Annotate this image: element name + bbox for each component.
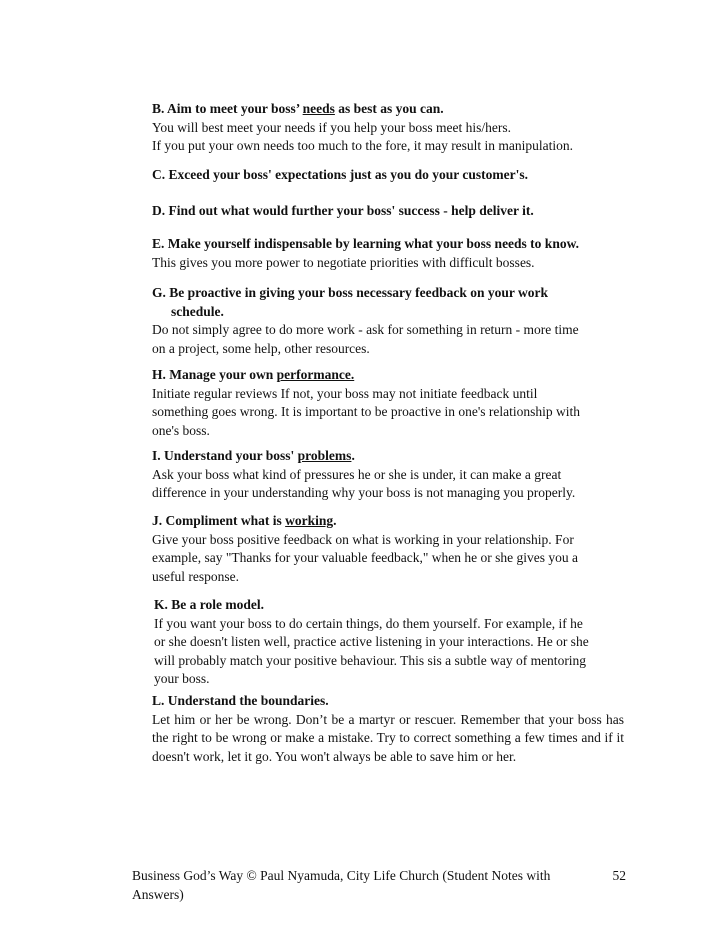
body-line: difference in your understanding why your boss is not managing you properly.	[152, 485, 576, 501]
body-line: one's boss.	[152, 422, 210, 438]
heading-text: I. Understand your boss'	[152, 448, 298, 463]
heading-text: J. Compliment what is	[152, 513, 286, 528]
heading-underlined-text: working	[285, 513, 334, 528]
body-line: Give your boss positive feedback on what is working in your relationship. For	[152, 531, 574, 547]
heading-text: H. Manage your own	[152, 367, 277, 382]
section-d	[152, 202, 622, 221]
body-line: example, say "Thanks for your valuable feedback," when he or she gives you a	[152, 550, 579, 566]
heading-text-end: as best as you can.	[334, 101, 444, 116]
section-l-heading: L. Understand the boundaries.	[152, 693, 329, 708]
section-h	[152, 366, 622, 440]
section-i	[152, 447, 622, 503]
body-line: your boss.	[154, 671, 210, 687]
section-d-heading: D. Find out what would further your boss' success - help deliver it.	[152, 203, 534, 218]
section-j-heading	[152, 512, 622, 531]
heading-text-end: .	[333, 513, 337, 528]
body-line: useful response.	[152, 568, 239, 584]
section-k-heading: K. Be a role model.	[154, 597, 264, 612]
page-number: 52	[612, 868, 626, 883]
body-line: on a project, some help, other resources.	[152, 340, 370, 356]
heading-text: B. Aim to meet your boss’	[152, 101, 303, 116]
body-line: You will best meet your needs if you help your boss meet his/hers.	[152, 119, 511, 135]
section-h-heading	[152, 366, 622, 385]
section-e-heading: E. Make yourself indispensable by learning what your boss needs to know.	[152, 236, 579, 251]
section-j	[152, 512, 622, 586]
section-k	[154, 596, 624, 689]
page-footer	[132, 866, 626, 904]
heading-underlined-text: problems	[297, 448, 352, 463]
section-c	[152, 166, 622, 185]
section-l-body: Let him or her be wrong. Don’t be a martyr or rescuer. Remember that your boss has the right to be wrong or make a mistake. Try to correct something a few times and if it doesn't work, let it go. You won't always be able to save him or her.	[152, 711, 624, 764]
section-b-heading	[152, 100, 622, 119]
heading-text-end: .	[351, 448, 355, 463]
body-line: or she doesn't listen well, practice active listening in your interactions. He or she	[154, 634, 589, 650]
heading-underlined-text: needs	[302, 101, 335, 116]
section-g-heading: G. Be proactive in giving your boss necessary feedback on your work schedule.	[152, 285, 549, 319]
body-line: will probably match your positive behaviour. This sis a subtle way of mentoring	[154, 652, 587, 668]
section-c-heading: C. Exceed your boss' expectations just as you do your customer's.	[152, 167, 529, 182]
footer-text: Business God’s Way © Paul Nyamuda, City Life Church (Student Notes with Answers)	[132, 868, 551, 902]
section-i-heading	[152, 447, 622, 466]
body-line: something goes wrong. It is important to be proactive in one's relationship with	[152, 404, 580, 420]
body-line: Ask your boss what kind of pressures he or she is under, it can make a great	[152, 466, 562, 482]
body-line: If you put your own needs too much to the fore, it may result in manipulation.	[152, 138, 574, 154]
body-line: Do not simply agree to do more work - ask for something in return - more time	[152, 322, 579, 338]
section-b	[152, 100, 622, 156]
heading-underlined-text: performance.	[276, 367, 355, 382]
body-line: This gives you more power to negotiate priorities with difficult bosses.	[152, 254, 535, 270]
body-line: If you want your boss to do certain things, do them yourself. For example, if he	[154, 615, 583, 631]
body-line: Initiate regular reviews If not, your boss may not initiate feedback until	[152, 385, 538, 401]
section-e	[152, 235, 622, 272]
section-l	[152, 692, 624, 766]
section-g	[152, 284, 592, 358]
